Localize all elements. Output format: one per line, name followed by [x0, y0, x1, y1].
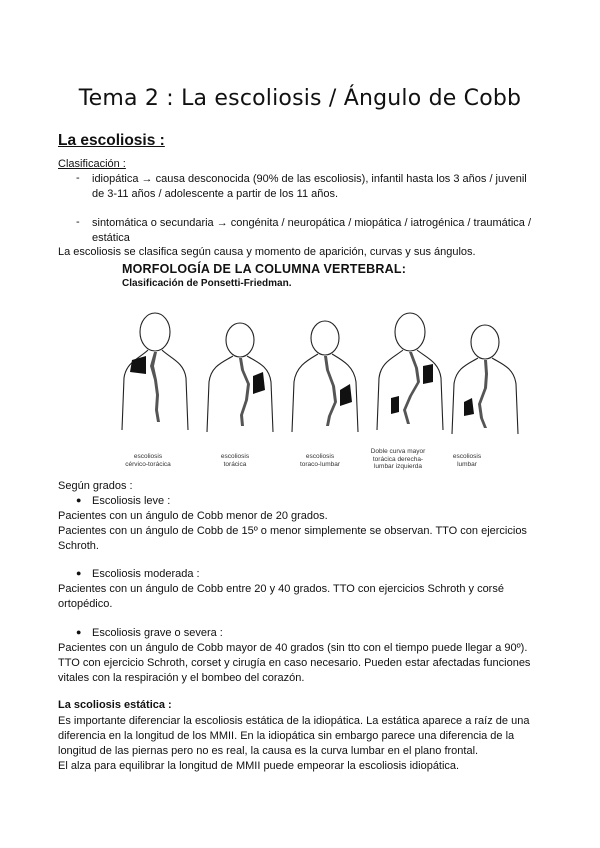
- moderada-title: Escoliosis moderada :: [92, 568, 200, 580]
- leve-line: Schroth.: [58, 540, 99, 552]
- moderada-line: ortopédico.: [58, 598, 113, 610]
- figure-title: MORFOLOGÍA DE LA COLUMNA VERTEBRAL:: [122, 262, 407, 276]
- list-dash: -: [76, 172, 80, 184]
- figure-doble-curva: [377, 313, 443, 430]
- figure-toraco-lumbar: [292, 321, 358, 432]
- estatica-line: El alza para equilibrar la longitud de MMII puede empeorar la escoliosis idiopática.: [58, 760, 460, 772]
- figure-lumbar: [452, 325, 518, 434]
- bullet-icon: ●: [76, 568, 82, 578]
- caption-line: lumbar: [457, 460, 477, 468]
- figure-caption: [358, 448, 438, 471]
- figure-cervico-toracica: [122, 313, 188, 430]
- estatica-line: diferencia en la longitud de los MMII. En la idiopática sin embargo parece una diferencia de la: [58, 730, 515, 742]
- leve-line: Pacientes con un ángulo de Cobb menor de 20 grados.: [58, 510, 328, 522]
- leve-title: Escoliosis leve :: [92, 495, 171, 507]
- caption-line: escoliosis: [305, 453, 335, 460]
- grados-label: Según grados :: [58, 480, 133, 492]
- list-dash: -: [76, 216, 80, 228]
- caption-line: escoliosis: [220, 453, 250, 460]
- caption-line: toraco-lumbar: [299, 460, 341, 468]
- summary-text: La escoliosis se clasifica según causa y momento de aparición, curvas y sus ángulos.: [58, 246, 476, 258]
- bullet-icon: ●: [76, 627, 82, 637]
- grave-line: vitales con la respiración y el bombeo del corazón.: [58, 672, 305, 684]
- figure-caption: [108, 453, 188, 468]
- grave-line: Pacientes con un ángulo de Cobb mayor de 40 grados (sin tto con el tiempo puede llegar a 90º).: [58, 642, 528, 654]
- list-item-line: de 3-11 años / adolescente a partir de los 11 años.: [92, 188, 339, 200]
- figure-caption: [432, 453, 502, 468]
- caption-line: torácica: [223, 460, 247, 468]
- caption-line: escoliosis: [452, 453, 482, 460]
- estatica-line: longitud de las piernas pero no es real, la causa es la curva lumbar en el plano frontal.: [58, 745, 479, 757]
- caption-line: escoliosis: [133, 453, 163, 460]
- figure-subtitle: Clasificación de Ponsetti-Friedman.: [122, 278, 292, 289]
- moderada-line: Pacientes con un ángulo de Cobb entre 20 y 40 grados. TTO con ejercicios Schroth y corsé: [58, 583, 504, 595]
- figure-caption: [200, 453, 270, 468]
- section-heading-escoliosis: La escoliosis :: [58, 132, 165, 149]
- estatica-heading: La scoliosis estática :: [58, 699, 172, 711]
- caption-line: cérvico-torácica: [125, 460, 171, 468]
- grave-line: TTO con ejercicio Schroth, corset y cirugía en caso necesario. Pueden estar afectadas funciones: [58, 657, 531, 669]
- leve-line: Pacientes con un ángulo de Cobb de 15º o menor simplemente se observan. TTO con ejercicios: [58, 525, 527, 537]
- figure-toracica: [207, 323, 273, 432]
- scoliosis-figures-illustration: [100, 310, 520, 450]
- estatica-line: Es importante diferenciar la escoliosis estática de la idiopática. La estática aparece a raíz de una: [58, 715, 530, 727]
- caption-line: lumbar izquierda: [373, 463, 423, 470]
- page-title: Tema 2 : La escoliosis / Ángulo de Cobb: [78, 86, 522, 111]
- grave-title: Escoliosis grave o severa :: [92, 627, 223, 639]
- list-item-line: estática: [92, 232, 130, 244]
- list-item-line: sintomática o secundaria → congénita / neuropática / miopática / iatrogénica / traumática /: [92, 217, 532, 229]
- bullet-icon: ●: [76, 495, 82, 505]
- caption-line: torácica derecha-: [372, 455, 424, 463]
- clasificacion-label: Clasificación :: [58, 158, 126, 170]
- figure-caption: [280, 453, 360, 468]
- caption-line: Doble curva mayor: [370, 448, 426, 455]
- list-item-line: idiopática → causa desconocida (90% de las escoliosis), infantil hasta los 3 años / juvenil: [92, 173, 527, 185]
